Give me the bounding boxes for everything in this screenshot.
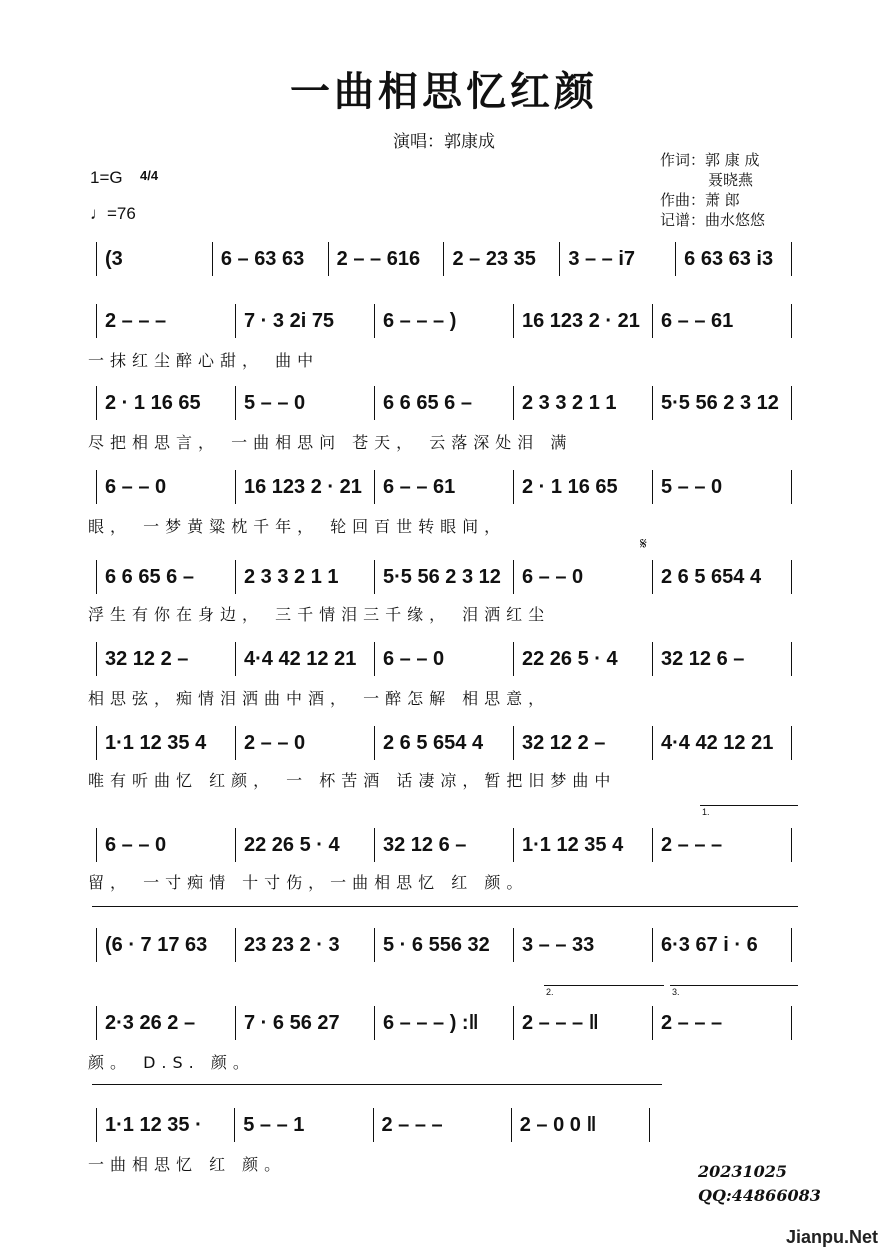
barline xyxy=(96,928,97,962)
measure xyxy=(522,310,644,333)
measure xyxy=(221,248,320,271)
measure-notes: 23 23 2 · 3 xyxy=(244,933,340,956)
measure-notes: 5·5 56 2 3 12 xyxy=(383,565,501,588)
measure xyxy=(661,1012,783,1035)
measure-notes: 5 – – 1 xyxy=(243,1113,305,1136)
measure-notes: 2 – – – xyxy=(381,1113,443,1136)
measure xyxy=(661,566,783,589)
measure xyxy=(244,392,366,415)
barline xyxy=(96,1108,97,1142)
measure-notes: 2 – – – xyxy=(661,833,723,856)
measure-notes: 22 26 5 · 4 xyxy=(244,833,340,856)
measure-notes: 7 · 3 2i 75 xyxy=(244,309,335,332)
barline xyxy=(235,470,236,504)
measure-notes: 3 – – 33 xyxy=(522,933,595,956)
measure xyxy=(522,392,644,415)
barline xyxy=(235,726,236,760)
measure xyxy=(105,392,227,415)
measure-notes: 6 – – 0 xyxy=(105,833,167,856)
measure xyxy=(383,310,505,333)
measure-notes: 6 63 63 i3 xyxy=(684,247,774,270)
barline xyxy=(513,470,514,504)
ending-bracket-1: 1. xyxy=(700,805,798,806)
barline xyxy=(96,1006,97,1040)
measure xyxy=(243,1114,364,1137)
barline xyxy=(791,304,792,338)
barline xyxy=(235,828,236,862)
barline xyxy=(791,242,792,276)
measure xyxy=(244,648,366,671)
measure xyxy=(522,934,644,957)
measure xyxy=(105,248,204,271)
barline xyxy=(96,470,97,504)
barline xyxy=(652,386,653,420)
lyric-line: 相思弦，痴情泪洒曲中酒， 一醉怎解 相思意， xyxy=(88,689,551,708)
score-line xyxy=(88,720,800,766)
measure xyxy=(105,732,227,755)
measure-notes: 1·1 12 35 4 xyxy=(105,731,207,754)
lyric-line: 眼， 一梦黄粱枕千年， 轮回百世转眼间， xyxy=(88,517,507,536)
measure-notes: 2 6 5 654 4 xyxy=(661,565,762,588)
measure-notes: 32 12 6 – xyxy=(383,833,467,856)
composer-credit: 作曲：萧 郎 xyxy=(660,191,740,209)
measure xyxy=(105,476,227,499)
barline xyxy=(652,304,653,338)
measure xyxy=(337,248,436,271)
measure xyxy=(522,566,644,589)
measure-notes: 6 6 65 6 – xyxy=(105,565,194,588)
measure xyxy=(244,1012,366,1035)
section-divider xyxy=(92,1084,662,1085)
score-line xyxy=(88,922,800,968)
barline xyxy=(652,928,653,962)
measure xyxy=(383,566,505,589)
barline xyxy=(96,242,97,276)
barline xyxy=(374,386,375,420)
measure-notes: 5 – – 0 xyxy=(244,391,306,414)
measure-notes: 6 – – 61 xyxy=(661,309,734,332)
barline xyxy=(652,726,653,760)
singer-credit: 演唱：郭康成 xyxy=(393,132,495,152)
measure-notes: 4·4 42 12 21 xyxy=(661,731,774,754)
measure xyxy=(383,392,505,415)
measure-notes: 6 – – 0 xyxy=(105,475,167,498)
measure xyxy=(105,934,227,957)
barline xyxy=(96,828,97,862)
lyricist-credit: 作词：郭 康 成 xyxy=(660,151,760,169)
measure xyxy=(383,834,505,857)
score-line xyxy=(88,298,800,344)
lyric-line: 尽把相思言， 一曲相思问 苍天， 云落深处泪 满 xyxy=(88,433,573,452)
score-line xyxy=(88,236,800,282)
score-line xyxy=(88,822,800,868)
measure-notes: 2 · 1 16 65 xyxy=(105,391,201,414)
barline xyxy=(791,642,792,676)
score-line xyxy=(88,554,800,600)
measure xyxy=(244,476,366,499)
measure-notes: 2 · 1 16 65 xyxy=(522,475,618,498)
measure xyxy=(452,248,551,271)
measure-notes: 22 26 5 · 4 xyxy=(522,647,618,670)
measure-notes: 16 123 2 · 21 xyxy=(522,309,640,332)
measure-notes: 2 – – 0 xyxy=(244,731,306,754)
measure-notes: 16 123 2 · 21 xyxy=(244,475,362,498)
measure xyxy=(105,834,227,857)
measure xyxy=(661,392,783,415)
measure xyxy=(522,834,644,857)
measure-notes: 6·3 67 i · 6 xyxy=(661,933,758,956)
barline xyxy=(791,386,792,420)
measure xyxy=(383,476,505,499)
barline xyxy=(791,828,792,862)
measure xyxy=(522,1012,644,1035)
measure xyxy=(661,648,783,671)
barline xyxy=(513,560,514,594)
measure-notes: 6 – – 61 xyxy=(383,475,456,498)
measure xyxy=(383,732,505,755)
measure xyxy=(105,648,227,671)
measure-notes: 5 – – 0 xyxy=(661,475,723,498)
barline xyxy=(513,386,514,420)
barline xyxy=(675,242,676,276)
measure-notes: 4·4 42 12 21 xyxy=(244,647,357,670)
lyric-line: 留， 一寸痴情 十寸伤，一曲相思忆 红 颜。 xyxy=(88,873,529,892)
barline xyxy=(96,386,97,420)
barline xyxy=(374,1006,375,1040)
score-line xyxy=(88,636,800,682)
measure-notes: (6 · 7 17 63 xyxy=(105,933,208,956)
measure-notes: 2 – – 616 xyxy=(336,247,421,270)
measure-notes: 32 12 2 – xyxy=(522,731,606,754)
barline xyxy=(374,470,375,504)
lyricist-credit-2: 聂晓燕 xyxy=(708,171,754,189)
score-line xyxy=(88,1102,658,1148)
key-signature: 1=G xyxy=(90,168,123,187)
measure xyxy=(568,248,667,271)
measure xyxy=(522,732,644,755)
measure xyxy=(383,1012,505,1035)
measure-notes: 32 12 6 – xyxy=(661,647,745,670)
measure xyxy=(244,310,366,333)
measure-notes: 2 3 3 2 1 1 xyxy=(244,565,339,588)
barline xyxy=(235,304,236,338)
barline xyxy=(374,828,375,862)
measure xyxy=(661,834,783,857)
measure xyxy=(661,934,783,957)
barline xyxy=(96,642,97,676)
lyric-line: 浮生有你在身边， 三千情泪三千缘， 泪洒红尘 xyxy=(88,605,551,624)
measure-notes: 6 – – – ) xyxy=(383,309,457,332)
site-watermark: Jianpu.Net xyxy=(785,1227,878,1247)
transcriber-qq: QQ:44866083 xyxy=(698,1186,821,1205)
measure-notes: 6 – – 0 xyxy=(383,647,445,670)
measure xyxy=(244,732,366,755)
score-line xyxy=(88,380,800,426)
ending-bracket-2: 2. xyxy=(544,985,664,986)
barline xyxy=(96,304,97,338)
barline xyxy=(513,828,514,862)
barline xyxy=(652,560,653,594)
transcription-date: 20231025 xyxy=(698,1162,788,1181)
barline xyxy=(212,242,213,276)
barline xyxy=(791,470,792,504)
lyric-line: 一抹红尘醉心甜， 曲中 xyxy=(88,351,320,370)
measure-notes: 2 3 3 2 1 1 xyxy=(522,391,617,414)
measure xyxy=(661,310,783,333)
measure xyxy=(105,1012,227,1035)
transcriber-credit: 记谱：曲水悠悠 xyxy=(660,211,766,229)
time-signature: 4/4 xyxy=(140,168,159,183)
barline xyxy=(235,928,236,962)
barline xyxy=(513,1006,514,1040)
measure xyxy=(684,248,783,271)
measure xyxy=(105,1114,226,1137)
measure xyxy=(244,566,366,589)
barline xyxy=(652,1006,653,1040)
measure xyxy=(105,310,227,333)
barline xyxy=(791,726,792,760)
barline xyxy=(235,1006,236,1040)
barline xyxy=(374,642,375,676)
measure xyxy=(661,732,783,755)
measure xyxy=(661,476,783,499)
barline xyxy=(652,470,653,504)
barline xyxy=(374,928,375,962)
measure-notes: 2 6 5 654 4 xyxy=(383,731,484,754)
measure-notes: 2 – 23 35 xyxy=(452,247,536,270)
measure-notes: 6 6 65 6 – xyxy=(383,391,472,414)
score-line xyxy=(88,464,800,510)
ending-bracket-3: 3. xyxy=(670,985,798,986)
measure-notes: 2·3 26 2 – xyxy=(105,1011,196,1034)
barline xyxy=(96,560,97,594)
barline xyxy=(234,1108,235,1142)
lyric-line: 颜。 D.S. 颜。 xyxy=(88,1053,255,1072)
barline xyxy=(374,560,375,594)
barline xyxy=(511,1108,512,1142)
segno-icon: 𝄋 xyxy=(640,534,647,553)
measure xyxy=(382,1114,503,1137)
barline xyxy=(96,726,97,760)
score-line xyxy=(88,1000,800,1046)
measure xyxy=(105,566,227,589)
barline xyxy=(443,242,444,276)
measure xyxy=(522,648,644,671)
barline xyxy=(559,242,560,276)
barline xyxy=(791,1006,792,1040)
barline xyxy=(513,642,514,676)
barline xyxy=(513,928,514,962)
measure-notes: 2 – – – ‖ xyxy=(522,1011,599,1034)
measure-notes: (3 xyxy=(105,247,123,270)
measure xyxy=(383,934,505,957)
barline xyxy=(791,560,792,594)
measure-notes: 2 – 0 0 ‖ xyxy=(519,1113,597,1136)
measure-notes: 1·1 12 35 · xyxy=(105,1113,202,1136)
lyric-line: 一曲相思忆 红 颜。 xyxy=(88,1155,287,1174)
song-title: 一曲相思忆红颜 xyxy=(290,68,598,115)
measure-notes: 7 · 6 56 27 xyxy=(244,1011,340,1034)
measure-notes: 1·1 12 35 4 xyxy=(522,833,624,856)
measure-notes: 3 – – i7 xyxy=(568,247,636,270)
measure-notes: 6 – – – ) :‖ xyxy=(383,1011,479,1034)
measure-notes: 32 12 2 – xyxy=(105,647,189,670)
barline xyxy=(328,242,329,276)
barline xyxy=(235,642,236,676)
measure xyxy=(244,934,366,957)
measure-notes: 5·5 56 2 3 12 xyxy=(661,391,779,414)
measure-notes: 6 – – 0 xyxy=(522,565,584,588)
section-divider xyxy=(92,906,798,907)
barline xyxy=(649,1108,650,1142)
lyric-line: 唯有听曲忆 红颜， 一 杯苦酒 话凄凉，暂把旧梦曲中 xyxy=(88,771,617,790)
measure xyxy=(383,648,505,671)
barline xyxy=(235,386,236,420)
measure xyxy=(522,476,644,499)
measure-notes: 2 – – – xyxy=(105,309,167,332)
barline xyxy=(652,642,653,676)
measure-notes: 6 – 63 63 xyxy=(220,247,305,270)
barline xyxy=(513,726,514,760)
barline xyxy=(513,304,514,338)
measure xyxy=(244,834,366,857)
barline xyxy=(374,726,375,760)
barline xyxy=(652,828,653,862)
measure xyxy=(520,1114,641,1137)
barline xyxy=(791,928,792,962)
barline xyxy=(374,304,375,338)
measure-notes: 5 · 6 556 32 xyxy=(383,933,490,956)
barline xyxy=(235,560,236,594)
tempo-marking: ♩=76 xyxy=(90,204,136,223)
measure-notes: 2 – – – xyxy=(661,1011,723,1034)
barline xyxy=(373,1108,374,1142)
